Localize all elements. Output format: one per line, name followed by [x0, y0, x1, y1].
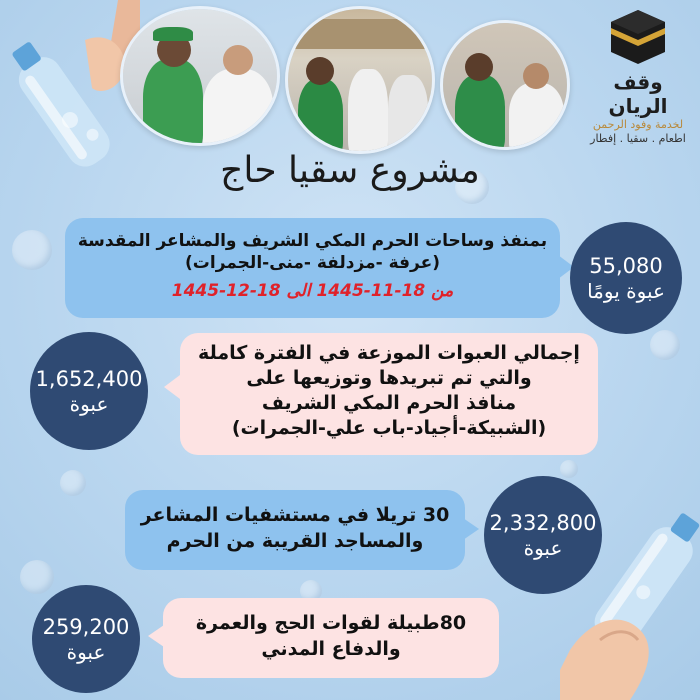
water-drop [560, 460, 578, 478]
volunteer-photo-3 [440, 20, 570, 150]
stat-number: 259,200 [42, 615, 130, 639]
volunteer-photo-2 [285, 6, 435, 154]
kaaba-icon [609, 8, 667, 66]
card-line: 30 تريلا في مستشفيات المشاعر [140, 504, 450, 526]
date-range: من 18-11-1445 الى 18-12-1445 [171, 281, 454, 301]
logo-subtitle: لخدمة وفود الرحمن [592, 118, 684, 131]
water-drop [650, 330, 680, 360]
card-line: إجمالي العبوات الموزعة في الفترة كاملة [198, 342, 580, 364]
card-pointer [148, 625, 164, 647]
card-line: منافذ الحرم المكي الشريف [261, 392, 517, 414]
volunteer-photo-1 [120, 6, 280, 146]
card-line: بمنفذ وساحات الحرم المكي الشريف والمشاعر المقدسة [77, 231, 548, 251]
card-line: والدفاع المدني [261, 638, 401, 660]
water-bottle-image [0, 0, 140, 200]
water-bottle-image [560, 500, 700, 700]
card-pointer [463, 518, 479, 540]
stat-unit: عبوة [523, 536, 563, 560]
stat-unit: عبوة [69, 392, 109, 416]
card-line: والمساجد القريبة من الحرم [166, 530, 424, 552]
card-line: 80طبيلة لقوات الحج والعمرة [195, 612, 467, 634]
water-drop [60, 470, 86, 496]
card-line: والتي تم تبريدها وتوزيعها على [246, 367, 532, 389]
info-card-2 [180, 333, 598, 455]
stat-number: 55,080 [589, 254, 663, 278]
page-title: مشروع سقيا حاج [220, 150, 480, 191]
water-drop [20, 560, 54, 594]
card-line: (الشبيكة-أجياد-باب علي-الجمرات) [231, 417, 547, 439]
logo-name: وقف الريان [608, 70, 668, 118]
water-drop [12, 230, 52, 270]
stat-number: 1,652,400 [35, 367, 143, 391]
logo-tagline: اطعام . سقيا . إفطار [590, 132, 686, 145]
info-card-3 [125, 490, 465, 570]
info-card-4 [163, 598, 499, 678]
stat-circle-4 [32, 585, 140, 693]
card-line: (عرفة -مزدلفة -منى-الجمرات) [185, 253, 440, 273]
stat-unit: عبوة يومًا [587, 279, 665, 303]
stat-number: 2,332,800 [489, 511, 597, 535]
stat-circle-1 [570, 222, 682, 334]
info-card-1 [65, 218, 560, 318]
card-pointer [164, 375, 180, 399]
stat-unit: عبوة [66, 640, 106, 664]
stat-circle-2 [30, 332, 148, 450]
brand-logo [582, 8, 694, 146]
